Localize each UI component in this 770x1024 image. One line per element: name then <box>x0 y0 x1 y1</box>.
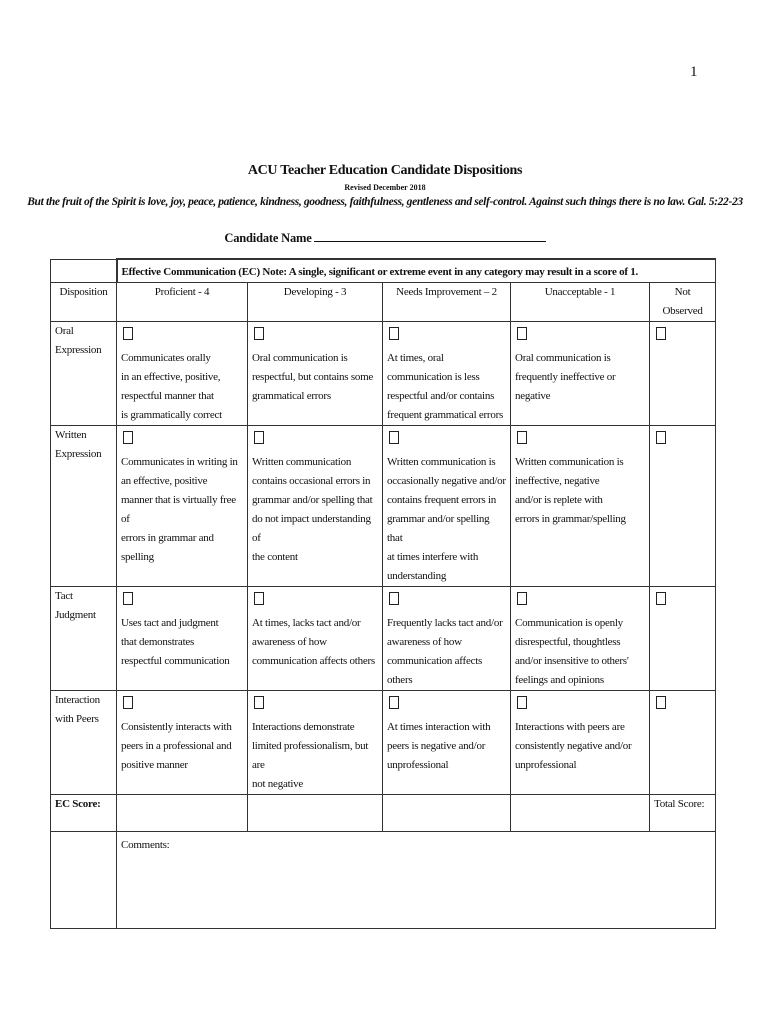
needs-improvement-description-line: peers is negative and/or <box>387 740 486 752</box>
needs-improvement-checkbox[interactable] <box>389 696 399 709</box>
not-observed-cell <box>650 426 716 587</box>
developing-description-line: do not impact understanding of <box>252 513 371 544</box>
disposition-cell <box>51 322 117 426</box>
proficient-description-line: in an effective, positive, <box>121 371 221 383</box>
needs-improvement-cell <box>383 587 511 691</box>
proficient-cell <box>117 426 248 587</box>
proficient-description-line: Communicates orally <box>121 352 211 364</box>
unacceptable-description-line: frequently ineffective or <box>515 371 616 383</box>
disposition-label-line: Expression <box>55 448 102 460</box>
needs-improvement-description-line: frequent grammatical errors <box>387 409 504 421</box>
not-observed-checkbox[interactable] <box>656 327 666 340</box>
needs-improvement-description-line: At times, oral <box>387 352 444 364</box>
proficient-checkbox[interactable] <box>123 696 133 709</box>
proficient-checkbox[interactable] <box>123 327 133 340</box>
proficient-checkbox[interactable] <box>123 592 133 605</box>
unacceptable-description-line: and/or insensitive to others' <box>515 655 629 667</box>
rubric-row <box>51 587 716 691</box>
not-observed-cell <box>650 587 716 691</box>
proficient-checkbox[interactable] <box>123 431 133 444</box>
not-observed-checkbox[interactable] <box>656 696 666 709</box>
candidate-name-label: Candidate Name <box>224 231 312 245</box>
proficient-description-line: spelling <box>121 551 154 563</box>
header-not-observed: Not Observed <box>650 283 716 322</box>
candidate-name-field <box>0 229 770 246</box>
unacceptable-description-line: Written communication is <box>515 456 624 468</box>
unacceptable-description-line: negative <box>515 390 551 402</box>
unacceptable-description-line: ineffective, negative <box>515 475 600 487</box>
disposition-label-line: with Peers <box>55 713 99 725</box>
proficient-description-line: Consistently interacts with <box>121 721 232 733</box>
needs-improvement-description-line: unprofessional <box>387 759 449 771</box>
disposition-cell <box>51 587 117 691</box>
needs-improvement-description-line: awareness of how <box>387 636 462 648</box>
developing-cell <box>248 426 383 587</box>
unacceptable-description-line: and/or is replete with <box>515 494 603 506</box>
unacceptable-description-line: Oral communication is <box>515 352 611 364</box>
unacceptable-description-line: feelings and opinions <box>515 674 604 686</box>
developing-description-line: grammar and/or spelling that <box>252 494 373 506</box>
proficient-description-line: respectful manner that <box>121 390 214 402</box>
header-needs-improvement: Needs Improvement – 2 <box>383 283 511 322</box>
unacceptable-description-line: unprofessional <box>515 759 577 771</box>
unacceptable-checkbox[interactable] <box>517 592 527 605</box>
unacceptable-cell <box>511 322 650 426</box>
developing-cell <box>248 691 383 795</box>
score-entry-cell[interactable] <box>511 795 650 832</box>
developing-checkbox[interactable] <box>254 327 264 340</box>
needs-improvement-description-line: respectful and/or contains <box>387 390 495 402</box>
needs-improvement-description-line: At times interaction with <box>387 721 491 733</box>
proficient-cell <box>117 322 248 426</box>
needs-improvement-description-line: at times interfere with <box>387 551 479 563</box>
developing-description-line: Written communication <box>252 456 352 468</box>
proficient-description-line: Uses tact and judgment <box>121 617 219 629</box>
developing-cell <box>248 322 383 426</box>
developing-description-line: awareness of how <box>252 636 327 648</box>
document-title: ACU Teacher Education Candidate Dispositions <box>247 163 523 178</box>
comments-row <box>51 832 716 929</box>
proficient-description-line: is grammatically correct <box>121 409 222 421</box>
proficient-cell <box>117 587 248 691</box>
unacceptable-cell <box>511 587 650 691</box>
score-row <box>51 795 716 832</box>
proficient-description-line: Communicates in writing in <box>121 456 238 468</box>
developing-description-line: At times, lacks tact and/or <box>252 617 361 629</box>
proficient-cell <box>117 691 248 795</box>
disposition-cell <box>51 691 117 795</box>
comments-label: Comments: <box>121 839 170 851</box>
scripture-verse: But the fruit of the Spirit is love, joy, peace, patience, kindness, goodness, faithfulness, gentleness and self-control. Against such things there is no law. Gal. 5:22-23 <box>27 196 743 208</box>
header-unacceptable: Unacceptable - 1 <box>511 283 650 322</box>
candidate-name-line[interactable] <box>314 229 546 242</box>
rubric-row <box>51 426 716 587</box>
needs-improvement-description-line: communication affects others <box>387 655 483 686</box>
page-number: 1 <box>690 64 698 80</box>
disposition-label-line: Expression <box>55 344 102 356</box>
developing-description-line: communication affects others <box>252 655 375 667</box>
score-entry-cell[interactable] <box>383 795 511 832</box>
needs-improvement-cell <box>383 322 511 426</box>
proficient-description-line: manner that is virtually free of <box>121 494 236 525</box>
not-observed-checkbox[interactable] <box>656 431 666 444</box>
developing-description-line: limited professionalism, but are <box>252 740 369 771</box>
not-observed-cell <box>650 322 716 426</box>
needs-improvement-description-line: Frequently lacks tact and/or <box>387 617 503 629</box>
needs-improvement-cell <box>383 426 511 587</box>
proficient-description-line: respectful communication <box>121 655 230 667</box>
revised-date: Revised December 2018 <box>344 183 426 192</box>
developing-checkbox[interactable] <box>254 431 264 444</box>
note-row <box>51 259 716 283</box>
needs-improvement-cell <box>383 691 511 795</box>
unacceptable-checkbox[interactable] <box>517 696 527 709</box>
disposition-label-line: Judgment <box>55 609 96 621</box>
needs-improvement-checkbox[interactable] <box>389 431 399 444</box>
developing-description-line: contains occasional errors in <box>252 475 371 487</box>
rubric-row <box>51 322 716 426</box>
developing-description-line: grammatical errors <box>252 390 331 402</box>
header-proficient: Proficient - 4 <box>117 283 248 322</box>
unacceptable-cell <box>511 691 650 795</box>
proficient-description-line: peers in a professional and <box>121 740 232 752</box>
disposition-label-line: Interaction <box>55 694 100 706</box>
disposition-label-line: Written <box>55 429 87 441</box>
developing-cell <box>248 587 383 691</box>
score-entry-cell[interactable] <box>117 795 248 832</box>
unacceptable-description-line: consistently negative and/or <box>515 740 632 752</box>
unacceptable-description-line: errors in grammar/spelling <box>515 513 626 525</box>
rubric-row <box>51 691 716 795</box>
header-developing: Developing - 3 <box>248 283 383 322</box>
developing-description-line: Oral communication is <box>252 352 348 364</box>
unacceptable-checkbox[interactable] <box>517 431 527 444</box>
total-score-label: Total Score: <box>650 795 716 832</box>
unacceptable-checkbox[interactable] <box>517 327 527 340</box>
disposition-cell <box>51 426 117 587</box>
ec-score-label: EC Score: <box>51 795 117 832</box>
proficient-description-line: that demonstrates <box>121 636 195 648</box>
needs-improvement-description-line: contains frequent errors in <box>387 494 497 506</box>
header-disposition: Disposition <box>51 283 117 322</box>
proficient-description-line: errors in grammar and <box>121 532 214 544</box>
proficient-description-line: an effective, positive <box>121 475 208 487</box>
developing-description-line: Interactions demonstrate <box>252 721 355 733</box>
needs-improvement-description-line: Written communication is <box>387 456 496 468</box>
unacceptable-description-line: disrespectful, thoughtless <box>515 636 621 648</box>
header-row <box>51 283 716 322</box>
not-observed-cell <box>650 691 716 795</box>
developing-checkbox[interactable] <box>254 592 264 605</box>
disposition-rubric-table <box>50 258 716 929</box>
unacceptable-description-line: Communication is openly <box>515 617 623 629</box>
needs-improvement-description-line: occasionally negative and/or <box>387 475 506 487</box>
needs-improvement-description-line: communication is less <box>387 371 480 383</box>
not-observed-checkbox[interactable] <box>656 592 666 605</box>
ec-note: Effective Communication (EC) Note: A single, significant or extreme event in any category may result in a score of 1. <box>117 259 716 283</box>
disposition-label-line: Tact <box>55 590 73 602</box>
unacceptable-description-line: Interactions with peers are <box>515 721 625 733</box>
comments-field[interactable] <box>117 832 716 929</box>
developing-checkbox[interactable] <box>254 696 264 709</box>
needs-improvement-checkbox[interactable] <box>389 327 399 340</box>
comments-blank-cell <box>51 832 117 929</box>
note-row-blank-cell <box>51 259 117 283</box>
developing-description-line: not negative <box>252 778 304 790</box>
needs-improvement-checkbox[interactable] <box>389 592 399 605</box>
disposition-label-line: Oral <box>55 325 74 337</box>
developing-description-line: the content <box>252 551 298 563</box>
score-entry-cell[interactable] <box>248 795 383 832</box>
needs-improvement-description-line: understanding <box>387 570 447 582</box>
developing-description-line: respectful, but contains some <box>252 371 374 383</box>
unacceptable-cell <box>511 426 650 587</box>
proficient-description-line: positive manner <box>121 759 188 771</box>
needs-improvement-description-line: grammar and/or spelling that <box>387 513 490 544</box>
